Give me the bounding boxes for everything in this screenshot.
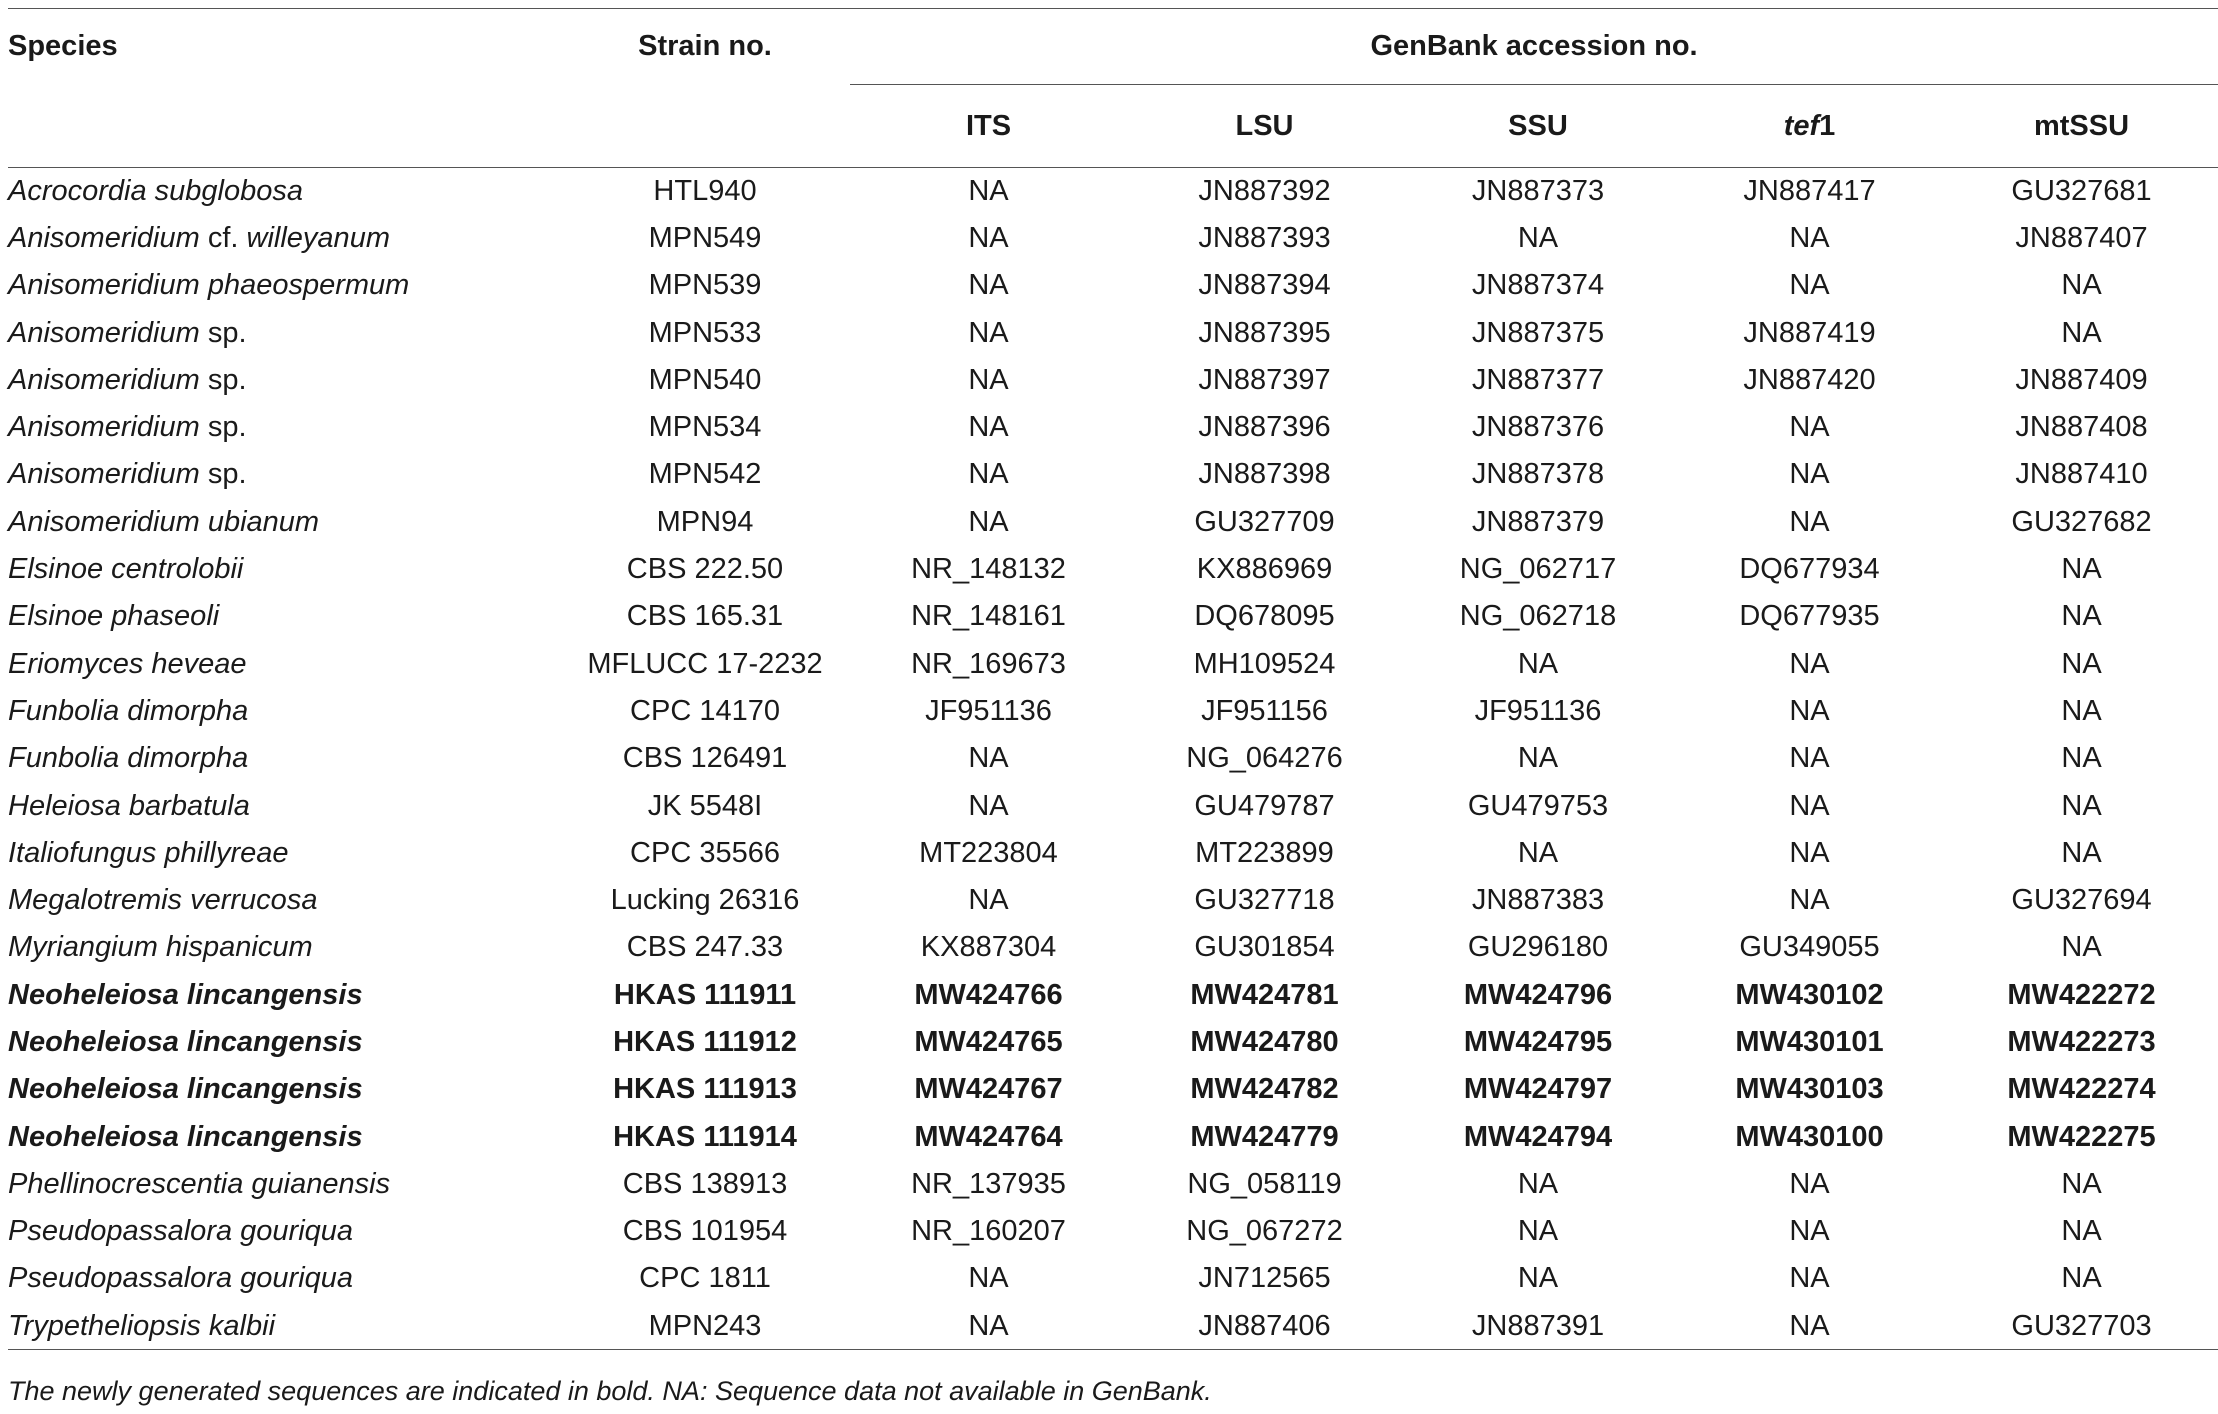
- table-row: [8, 546, 2218, 593]
- table-row: [8, 1303, 2218, 1350]
- table-footnote: The newly generated sequences are indicated in bold. NA: Sequence data not available in GenBank.: [8, 1376, 1212, 1406]
- cell-strain: CBS 101954: [622, 1215, 788, 1248]
- cell-species: [8, 309, 560, 356]
- cell-its: MW424765: [914, 1025, 1063, 1058]
- cell-mtssu: NA: [2061, 742, 2102, 775]
- cell-strain: MPN539: [648, 269, 762, 302]
- cell-mtssu: NA: [2061, 1215, 2102, 1248]
- cell-lsu: GU327709: [1194, 505, 1335, 538]
- cell-species: [8, 215, 560, 262]
- cell-lsu: JN887406: [1127, 1303, 1402, 1350]
- header-tef1: [1674, 85, 1945, 168]
- cell-its: JF951136: [925, 694, 1052, 727]
- cell-tef1: DQ677935: [1739, 600, 1880, 633]
- cell-ssu: MW424796: [1463, 978, 1613, 1011]
- cell-mtssu: NA: [2061, 647, 2102, 680]
- cell-mtssu: JN887409: [2015, 363, 2148, 396]
- cell-its: NA: [968, 1262, 1009, 1295]
- species-name: Anisomeridium phaeospermum: [8, 269, 410, 302]
- cell-ssu: JN887379: [1471, 505, 1605, 538]
- cell-its: MW424767: [914, 1073, 1063, 1106]
- cell-lsu: JN887397: [1198, 363, 1331, 396]
- cell-tef1: NA: [1789, 694, 1830, 727]
- cell-strain: MPN94: [656, 505, 754, 538]
- cell-strain: Lucking 26316: [610, 884, 800, 917]
- genbank-accession-table: [8, 8, 2218, 1350]
- species-name: Elsinoe phaseoli: [8, 600, 220, 633]
- cell-strain: HKAS 111912: [613, 1025, 797, 1058]
- cell-species: [8, 1255, 560, 1302]
- cell-lsu: JN887394: [1198, 269, 1331, 302]
- cell-strain: CBS 126491: [622, 742, 788, 775]
- header-ssu: SSU: [1402, 85, 1674, 168]
- table-row: [8, 972, 2218, 1019]
- table-row: [8, 215, 2218, 262]
- cell-ssu: JN887373: [1471, 174, 1605, 207]
- cell-lsu: NG_067272: [1186, 1215, 1343, 1248]
- cell-strain: CPC 1811: [639, 1262, 771, 1295]
- cell-lsu: JN887395: [1198, 316, 1331, 349]
- cell-its: NA: [850, 1303, 1127, 1350]
- header-its: ITS: [850, 85, 1127, 168]
- species-name: Anisomeridium: [8, 458, 200, 491]
- cell-ssu: JN887375: [1471, 316, 1605, 349]
- cell-strain: CBS 165.31: [626, 600, 784, 633]
- species-name: Neoheleiosa lincangensis: [8, 1025, 363, 1058]
- cell-tef1: DQ677934: [1739, 553, 1880, 586]
- species-name: Elsinoe centrolobii: [8, 553, 244, 586]
- table-row: [8, 924, 2218, 971]
- cell-strain: HTL940: [653, 174, 757, 207]
- cell-its: NA: [968, 316, 1009, 349]
- cell-lsu: MW424780: [1190, 1025, 1339, 1058]
- cell-mtssu: NA: [2061, 600, 2102, 633]
- cell-mtssu: NA: [2061, 553, 2102, 586]
- header-tef1-suffix: 1: [1819, 109, 1836, 142]
- cell-ssu: NA: [1517, 647, 1559, 680]
- cell-mtssu: NA: [2061, 836, 2102, 869]
- table-row: [8, 499, 2218, 546]
- table-row: [8, 877, 2218, 924]
- table-row: [8, 782, 2218, 829]
- species-name: Phellinocrescentia guianensis: [8, 1167, 391, 1200]
- cell-its: NA: [968, 411, 1009, 444]
- cell-species: [8, 830, 560, 877]
- cell-species: [8, 735, 560, 782]
- species-name: Italiofungus phillyreae: [8, 836, 289, 869]
- cell-strain: CBS 247.33: [626, 931, 784, 964]
- species-name: Anisomeridium ubianum: [8, 505, 320, 538]
- cell-strain: JK 5548I: [647, 789, 763, 822]
- species-qualifier: sp.: [199, 411, 247, 444]
- cell-its: NA: [968, 458, 1009, 491]
- header-lsu: LSU: [1127, 85, 1402, 168]
- table-row: [8, 404, 2218, 451]
- table-row: [8, 1161, 2218, 1208]
- cell-tef1: NA: [1789, 269, 1830, 302]
- cell-ssu: JN887376: [1471, 411, 1605, 444]
- cell-tef1: NA: [1789, 789, 1830, 822]
- cell-species: [8, 262, 560, 309]
- table-row: [8, 262, 2218, 309]
- cell-mtssu: NA: [2061, 931, 2102, 964]
- cell-tef1: NA: [1789, 836, 1830, 869]
- cell-ssu: NA: [1517, 1167, 1559, 1200]
- species-name: Neoheleiosa lincangensis: [8, 1120, 363, 1153]
- cell-ssu: NA: [1517, 742, 1559, 775]
- table-row: [8, 1113, 2218, 1160]
- cell-strain: MPN243: [560, 1303, 850, 1350]
- cell-species: [8, 593, 560, 640]
- cell-tef1: NA: [1789, 221, 1830, 254]
- cell-mtssu: MW422272: [2007, 978, 2156, 1011]
- table-row: [8, 451, 2218, 498]
- cell-its: NA: [968, 789, 1009, 822]
- cell-lsu: NG_058119: [1187, 1167, 1342, 1200]
- species-name: Anisomeridium: [8, 411, 200, 444]
- cell-ssu: MW424795: [1463, 1025, 1613, 1058]
- cell-tef1: NA: [1789, 411, 1830, 444]
- cell-lsu: JN887393: [1198, 221, 1331, 254]
- species-name: Megalotremis verrucosa: [8, 884, 318, 917]
- cell-species: [8, 404, 560, 451]
- cell-species: [8, 782, 560, 829]
- cell-its: NA: [968, 884, 1009, 917]
- cell-strain: HKAS 111913: [613, 1073, 797, 1106]
- cell-tef1: MW430103: [1735, 1073, 1884, 1106]
- cell-strain: MPN542: [648, 458, 762, 491]
- cell-mtssu: NA: [2061, 1262, 2102, 1295]
- species-name: Neoheleiosa lincangensis: [8, 1073, 363, 1106]
- cell-tef1: NA: [1789, 647, 1830, 680]
- cell-strain: HKAS 111914: [613, 1120, 797, 1153]
- table-row: [8, 309, 2218, 356]
- cell-mtssu: NA: [2061, 269, 2102, 302]
- cell-ssu: JN887378: [1471, 458, 1605, 491]
- cell-ssu: NA: [1517, 1262, 1559, 1295]
- cell-lsu: JN887392: [1198, 174, 1331, 207]
- cell-strain: MPN549: [648, 221, 762, 254]
- cell-lsu: JF951156: [1201, 694, 1328, 727]
- cell-mtssu: JN887407: [2015, 221, 2148, 254]
- cell-ssu: JN887383: [1471, 884, 1605, 917]
- cell-its: MW424766: [914, 978, 1063, 1011]
- species-name: Trypetheliopsis kalbii: [8, 1309, 276, 1342]
- cell-lsu: GU327718: [1194, 884, 1335, 917]
- cell-strain: MFLUCC 17-2232: [587, 647, 823, 680]
- species-qualifier: cf.: [199, 221, 247, 254]
- cell-mtssu: JN887410: [2015, 458, 2148, 491]
- header-mtssu: mtSSU: [1945, 85, 2218, 168]
- cell-its: NA: [968, 221, 1009, 254]
- header-genbank: GenBank accession no.: [850, 9, 2218, 85]
- cell-lsu: GU479787: [1194, 789, 1335, 822]
- cell-species: [8, 546, 560, 593]
- cell-ssu: MW424794: [1463, 1120, 1613, 1153]
- cell-strain: MPN534: [648, 411, 762, 444]
- species-qualifier: sp.: [199, 316, 247, 349]
- header-tef1-italic: tef: [1783, 109, 1820, 142]
- cell-its: NA: [968, 742, 1009, 775]
- table-row: [8, 168, 2218, 215]
- cell-tef1: GU349055: [1739, 931, 1880, 964]
- cell-strain: CBS 222.50: [626, 553, 784, 586]
- cell-lsu: JN887396: [1198, 411, 1331, 444]
- cell-tef1: NA: [1789, 505, 1830, 538]
- cell-species: [8, 499, 560, 546]
- cell-its: NR_148132: [911, 553, 1066, 586]
- cell-tef1: NA: [1674, 1303, 1945, 1350]
- cell-ssu: NA: [1517, 1215, 1559, 1248]
- cell-species: [8, 1303, 560, 1350]
- cell-tef1: NA: [1789, 1262, 1830, 1295]
- cell-ssu: NA: [1517, 836, 1559, 869]
- cell-mtssu: NA: [2061, 1167, 2102, 1200]
- cell-lsu: MT223899: [1195, 836, 1334, 869]
- table-body: [8, 168, 2218, 1350]
- species-name: Neoheleiosa lincangensis: [8, 978, 363, 1011]
- species-name: Funbolia dimorpha: [8, 694, 249, 727]
- cell-mtssu: GU327694: [2011, 884, 2152, 917]
- cell-its: NR_169673: [911, 647, 1066, 680]
- cell-tef1: MW430102: [1735, 978, 1884, 1011]
- cell-lsu: NG_064276: [1186, 742, 1343, 775]
- header-filler-species: [8, 85, 560, 168]
- cell-species: [8, 972, 560, 1019]
- cell-lsu: MW424782: [1190, 1073, 1339, 1106]
- cell-tef1: NA: [1789, 742, 1830, 775]
- cell-its: NR_137935: [911, 1167, 1066, 1200]
- cell-mtssu: GU327703: [1945, 1303, 2218, 1350]
- species-name: Pseudopassalora gouriqua: [8, 1262, 354, 1295]
- table-header: [8, 9, 2218, 168]
- cell-tef1: MW430100: [1735, 1120, 1884, 1153]
- table-row: [8, 735, 2218, 782]
- header-filler-strain: [560, 85, 850, 168]
- cell-species: [8, 877, 560, 924]
- cell-tef1: NA: [1789, 1167, 1830, 1200]
- cell-species: [8, 1019, 560, 1066]
- cell-ssu: NG_062717: [1459, 553, 1617, 586]
- table-row: [8, 640, 2218, 687]
- cell-species: [8, 924, 560, 971]
- cell-tef1: JN887419: [1743, 316, 1876, 349]
- cell-species: [8, 1066, 560, 1113]
- table-row: [8, 1208, 2218, 1255]
- cell-species: [8, 1208, 560, 1255]
- cell-mtssu: MW422274: [2007, 1073, 2156, 1106]
- table-row: [8, 357, 2218, 404]
- cell-its: NA: [968, 269, 1009, 302]
- cell-species: [8, 451, 560, 498]
- table-row: [8, 1255, 2218, 1302]
- cell-lsu: JN887398: [1198, 458, 1331, 491]
- cell-its: NR_148161: [911, 600, 1066, 633]
- species-qualifier: sp.: [199, 363, 247, 396]
- cell-tef1: NA: [1789, 458, 1830, 491]
- table-row: [8, 688, 2218, 735]
- cell-mtssu: GU327682: [2011, 505, 2152, 538]
- species-qualifier: sp.: [199, 458, 247, 491]
- cell-its: NA: [968, 505, 1009, 538]
- species-name: Acrocordia subglobosa: [8, 174, 304, 207]
- cell-lsu: MW424781: [1190, 978, 1339, 1011]
- cell-strain: CPC 14170: [630, 694, 780, 727]
- table-row: [8, 830, 2218, 877]
- cell-ssu: GU479753: [1467, 789, 1609, 822]
- species-name: Anisomeridium: [8, 316, 200, 349]
- header-species: Species: [8, 9, 560, 85]
- cell-species: [8, 168, 560, 215]
- cell-lsu: MW424779: [1190, 1120, 1339, 1153]
- cell-ssu: JN887377: [1471, 363, 1605, 396]
- cell-mtssu: NA: [2061, 316, 2102, 349]
- cell-species: [8, 640, 560, 687]
- cell-strain: CPC 35566: [630, 836, 780, 869]
- cell-ssu: JN887391: [1402, 1303, 1674, 1350]
- cell-strain: HKAS 111911: [613, 978, 797, 1011]
- cell-species: [8, 1161, 560, 1208]
- cell-lsu: MH109524: [1193, 647, 1336, 680]
- cell-mtssu: MW422275: [2007, 1120, 2156, 1153]
- cell-lsu: KX886969: [1196, 553, 1333, 586]
- cell-lsu: JN712565: [1198, 1262, 1331, 1295]
- species-name: Eriomyces heveae: [8, 647, 247, 680]
- cell-its: NR_160207: [911, 1215, 1066, 1248]
- cell-its: MT223804: [919, 836, 1058, 869]
- cell-mtssu: GU327681: [2011, 174, 2152, 207]
- cell-strain: MPN540: [648, 363, 762, 396]
- cell-ssu: NG_062718: [1459, 600, 1617, 633]
- species-epithet: willeyanum: [246, 221, 390, 254]
- cell-strain: MPN533: [648, 316, 762, 349]
- species-name: Pseudopassalora gouriqua: [8, 1215, 354, 1248]
- cell-species: [8, 1113, 560, 1160]
- table-row: [8, 593, 2218, 640]
- cell-its: MW424764: [914, 1120, 1063, 1153]
- cell-mtssu: NA: [2061, 789, 2102, 822]
- cell-species: [8, 357, 560, 404]
- cell-lsu: DQ678095: [1194, 600, 1335, 633]
- cell-mtssu: JN887408: [2015, 411, 2148, 444]
- cell-mtssu: MW422273: [2007, 1025, 2156, 1058]
- cell-tef1: NA: [1789, 1215, 1830, 1248]
- cell-tef1: JN887420: [1743, 363, 1876, 396]
- cell-strain: CBS 138913: [622, 1167, 788, 1200]
- cell-ssu: JF951136: [1474, 694, 1602, 727]
- cell-ssu: GU296180: [1467, 931, 1609, 964]
- cell-its: KX887304: [920, 931, 1057, 964]
- table-row: [8, 1066, 2218, 1113]
- cell-its: NA: [968, 363, 1009, 396]
- species-name: Anisomeridium: [8, 221, 200, 254]
- cell-mtssu: NA: [2061, 694, 2102, 727]
- cell-tef1: JN887417: [1743, 174, 1876, 207]
- table-row: [8, 1019, 2218, 1066]
- species-name: Anisomeridium: [8, 363, 200, 396]
- cell-tef1: NA: [1789, 884, 1830, 917]
- cell-its: NA: [968, 174, 1009, 207]
- cell-species: [8, 688, 560, 735]
- cell-tef1: MW430101: [1735, 1025, 1884, 1058]
- cell-lsu: GU301854: [1194, 931, 1335, 964]
- cell-ssu: MW424797: [1463, 1073, 1613, 1106]
- species-name: Myriangium hispanicum: [8, 931, 313, 964]
- cell-ssu: NA: [1517, 221, 1559, 254]
- species-name: Heleiosa barbatula: [8, 789, 250, 822]
- cell-ssu: JN887374: [1471, 269, 1605, 302]
- header-strain: Strain no.: [560, 9, 850, 85]
- species-name: Funbolia dimorpha: [8, 742, 249, 775]
